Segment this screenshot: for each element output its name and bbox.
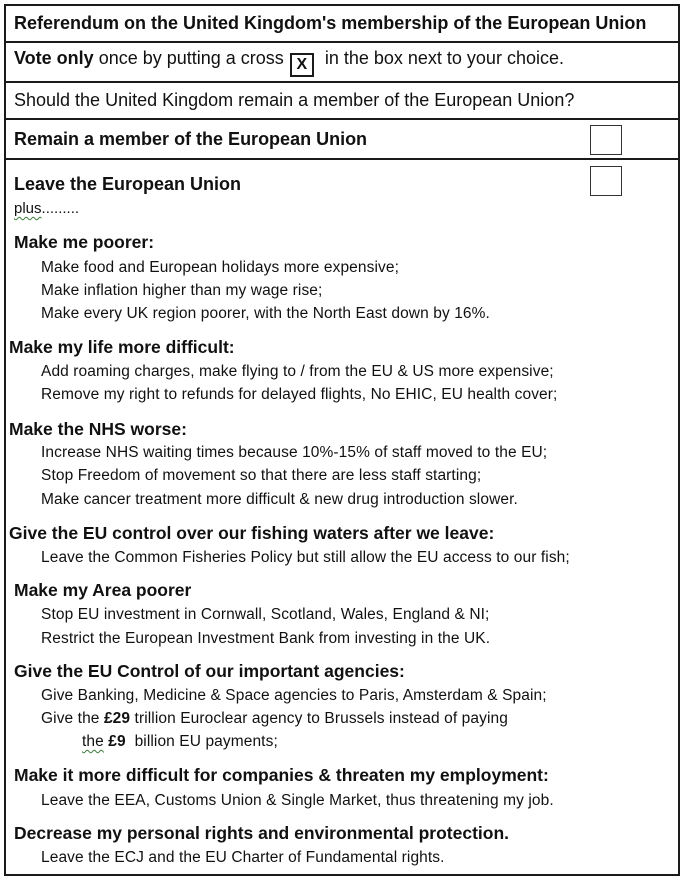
list-item: Make cancer treatment more difficult & new drug introduction slower. — [41, 491, 518, 508]
list-item: Stop EU investment in Cornwall, Scotland, Wales, England & NI; — [41, 606, 490, 623]
section-heading-area-poorer: Make my Area poorer — [14, 580, 192, 600]
ballot-title: Referendum on the United Kingdom's membership of the European Union — [14, 13, 647, 33]
plus-dots: ......... — [41, 200, 80, 217]
section-heading-employment: Make it more difficult for companies & threaten my employment: — [14, 765, 549, 785]
euroclear-pre: Give the — [41, 710, 100, 727]
section-heading-nhs: Make the NHS worse: — [9, 419, 187, 439]
ballot-paper — [4, 4, 680, 876]
instruction-bold: Vote only — [14, 47, 94, 68]
list-item: Increase NHS waiting times because 10%-15% of staff moved to the EU; — [41, 444, 548, 461]
question-row — [6, 83, 678, 120]
list-item: Make every UK region poorer, with the North East down by 16%. — [41, 305, 490, 322]
section-heading-life-difficult: Make my life more difficult: — [9, 337, 235, 357]
plus-label — [14, 200, 79, 217]
list-item: Restrict the European Investment Bank from investing in the UK. — [41, 630, 491, 647]
euroclear-item — [41, 710, 508, 728]
list-item: Stop Freedom of movement so that there are less staff starting; — [41, 467, 482, 484]
euroclear-cont-rest: billion EU payments; — [134, 733, 278, 750]
list-item: Give Banking, Medicine & Space agencies to Paris, Amsterdam & Spain; — [41, 687, 547, 704]
euroclear-cont-the: the — [82, 733, 104, 750]
list-item: Make inflation higher than my wage rise; — [41, 282, 323, 299]
remain-option-row — [6, 120, 678, 160]
euroclear-amount-2: £9 — [108, 733, 126, 750]
section-heading-rights: Decrease my personal rights and environmental protection. — [14, 823, 509, 843]
section-heading-poorer: Make me poorer: — [14, 232, 155, 252]
list-item: Add roaming charges, make flying to / from the EU & US more expensive; — [41, 363, 554, 380]
instruction-text — [14, 48, 564, 77]
leave-option-label: Leave the European Union — [14, 174, 242, 194]
section-heading-agencies: Give the EU Control of our important agencies: — [14, 661, 405, 681]
remain-checkbox[interactable] — [590, 125, 622, 155]
list-item: Make food and European holidays more expensive; — [41, 259, 399, 276]
euroclear-continuation — [82, 733, 278, 751]
referendum-question: Should the United Kingdom remain a member of the European Union? — [14, 90, 575, 110]
list-item: Leave the EEA, Customs Union & Single Market, thus threatening my job. — [41, 792, 554, 809]
list-item: Leave the ECJ and the EU Charter of Fundamental rights. — [41, 849, 445, 866]
instruction-after-box: in the box next to your choice. — [324, 47, 564, 68]
list-item: Leave the Common Fisheries Policy but still allow the EU access to our fish; — [41, 549, 570, 566]
plus-word: plus — [14, 200, 42, 217]
leave-option-section — [6, 160, 678, 874]
euroclear-mid: trillion Euroclear agency to Brussels instead of paying — [134, 710, 508, 727]
example-cross-box: X — [290, 53, 314, 77]
euroclear-amount-1: £29 — [103, 710, 131, 727]
instruction-before-box: once by putting a cross — [98, 47, 284, 68]
list-item: Remove my right to refunds for delayed flights, No EHIC, EU health cover; — [41, 386, 558, 403]
remain-option-label: Remain a member of the European Union — [14, 128, 368, 149]
leave-checkbox[interactable] — [590, 166, 622, 196]
instruction-row — [6, 43, 678, 83]
ballot-title-row — [6, 6, 678, 43]
section-heading-fishing: Give the EU control over our fishing waters after we leave: — [9, 523, 495, 543]
